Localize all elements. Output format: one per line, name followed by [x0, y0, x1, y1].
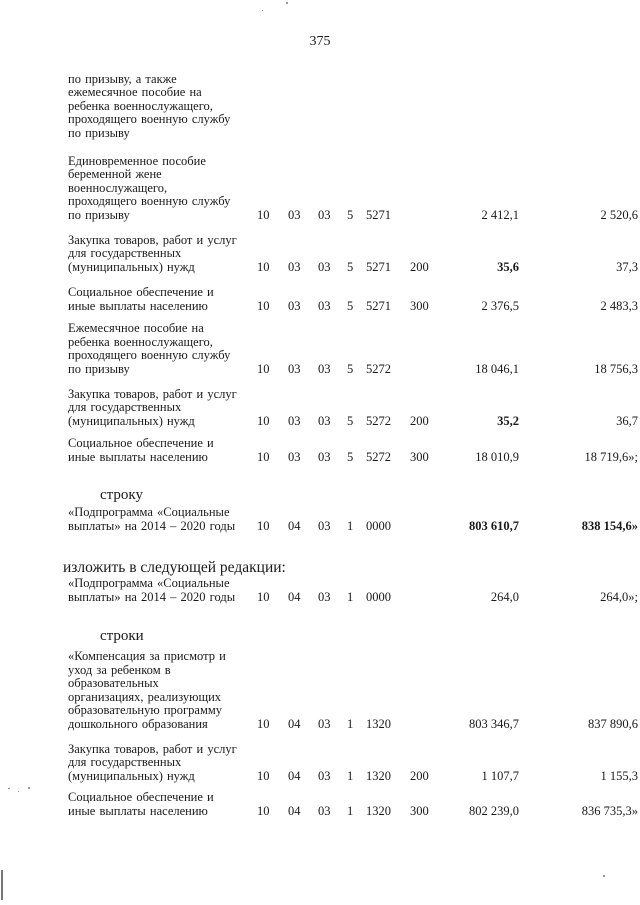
code-program: 03: [318, 803, 331, 818]
code-expense-type: 200: [410, 413, 429, 428]
amount-year-1: 35,6: [497, 259, 519, 274]
code-program: 03: [318, 413, 331, 428]
code-program: 03: [318, 361, 331, 376]
code-section: 10: [257, 768, 270, 783]
row-description: по призыву, а также ежемесячное пособие на ребенка военнослужащего, проходящего военную службу по призыву: [68, 71, 231, 140]
scan-speck: [8, 788, 10, 789]
code-subsection: 03: [288, 207, 301, 222]
scan-speck: [286, 2, 288, 4]
amount-year-1: 1 107,7: [481, 768, 519, 783]
amount-year-2: 18 719,6»;: [584, 449, 638, 464]
amount-year-1: 2 412,1: [481, 207, 519, 222]
code-direction: 5271: [366, 259, 391, 274]
code-section: 10: [257, 449, 270, 464]
table-row: [0, 152, 640, 222]
amount-year-1: 2 376,5: [481, 298, 519, 313]
amount-year-2: 264,0»;: [600, 589, 638, 604]
code-subsection: 03: [288, 259, 301, 274]
amount-year-2: 836 735,3»: [581, 803, 638, 818]
code-section: 10: [257, 716, 270, 731]
code-expense-type: 300: [410, 449, 429, 464]
code-program: 03: [318, 207, 331, 222]
code-direction: 5271: [366, 298, 391, 313]
code-direction: 5271: [366, 207, 391, 222]
code-expense-type: 200: [410, 768, 429, 783]
code-direction: 0000: [366, 518, 391, 533]
amount-year-2: 37,3: [616, 259, 638, 274]
page-number: 375: [309, 34, 331, 49]
code-section: 10: [257, 207, 270, 222]
code-subsection: 04: [288, 589, 301, 604]
amount-year-2: 837 890,6: [588, 716, 638, 731]
amount-year-1: 18 010,9: [475, 449, 519, 464]
code-subprogram: 1: [347, 589, 354, 604]
row-description: Социальное обеспечение и иные выплаты населению: [68, 285, 214, 313]
code-direction: 5272: [366, 361, 391, 376]
amount-year-1: 18 046,1: [475, 361, 519, 376]
code-subprogram: 5: [347, 298, 354, 313]
code-subprogram: 1: [347, 716, 354, 731]
code-subsection: 03: [288, 449, 301, 464]
code-section: 10: [257, 361, 270, 376]
table-row: [0, 741, 640, 783]
scan-speck: [1, 870, 3, 900]
scan-speck: [28, 787, 30, 789]
table-row: [0, 320, 640, 376]
code-direction: 1320: [366, 716, 391, 731]
amount-year-1: 802 239,0: [469, 803, 519, 818]
amount-year-1: 35,2: [497, 413, 519, 428]
scan-speck: [18, 791, 19, 792]
code-subprogram: 5: [347, 361, 354, 376]
table-row: [0, 285, 640, 313]
code-program: 03: [318, 768, 331, 783]
row-description: Социальное обеспечение и иные выплаты населению: [68, 790, 214, 818]
amount-year-1: 264,0: [490, 589, 519, 604]
code-program: 03: [318, 449, 331, 464]
code-program: 03: [318, 518, 331, 533]
code-subsection: 04: [288, 768, 301, 783]
section-heading-stroki: строки: [100, 628, 144, 644]
row-description: Закупка товаров, работ и услуг для государственных (муниципальных) нужд: [68, 741, 237, 783]
code-subprogram: 5: [347, 449, 354, 464]
table-row: [0, 790, 640, 818]
row-description: Ежемесячное пособие на ребенка военнослужащего, проходящего военную службу по призыву: [68, 321, 231, 376]
row-description: «Компенсация за присмотр и уход за ребенком в образовательных организациях, реализующих образовательную программу дошкольного образования: [68, 649, 226, 731]
table-row: [0, 70, 640, 140]
code-section: 10: [257, 259, 270, 274]
amount-year-2: 36,7: [616, 413, 638, 428]
code-direction: 0000: [366, 589, 391, 604]
code-section: 10: [257, 413, 270, 428]
code-subsection: 03: [288, 298, 301, 313]
code-subprogram: 5: [347, 207, 354, 222]
code-subsection: 03: [288, 361, 301, 376]
table-row: [0, 576, 640, 604]
row-description: Закупка товаров, работ и услуг для государственных (муниципальных) нужд: [68, 386, 237, 428]
code-subsection: 04: [288, 518, 301, 533]
code-program: 03: [318, 298, 331, 313]
code-direction: 5272: [366, 449, 391, 464]
table-row: [0, 505, 640, 533]
code-subprogram: 5: [347, 259, 354, 274]
amount-year-2: 18 756,3: [594, 361, 638, 376]
code-direction: 1320: [366, 803, 391, 818]
code-section: 10: [257, 589, 270, 604]
section-heading-izlozhit: изложить в следующей редакции:: [63, 559, 286, 576]
code-direction: 5272: [366, 413, 391, 428]
code-subprogram: 5: [347, 413, 354, 428]
table-row: [0, 232, 640, 274]
code-subsection: 03: [288, 413, 301, 428]
table-row: [0, 647, 640, 731]
code-subprogram: 1: [347, 803, 354, 818]
code-section: 10: [257, 298, 270, 313]
row-description: Социальное обеспечение и иные выплаты населению: [68, 436, 214, 464]
code-section: 10: [257, 518, 270, 533]
code-expense-type: 300: [410, 298, 429, 313]
code-program: 03: [318, 259, 331, 274]
amount-year-2: 1 155,3: [600, 768, 638, 783]
code-subsection: 04: [288, 803, 301, 818]
code-direction: 1320: [366, 768, 391, 783]
row-description: Закупка товаров, работ и услуг для государственных (муниципальных) нужд: [68, 232, 237, 274]
amount-year-2: 2 520,6: [600, 207, 638, 222]
code-subprogram: 1: [347, 768, 354, 783]
code-expense-type: 300: [410, 803, 429, 818]
code-program: 03: [318, 589, 331, 604]
code-section: 10: [257, 803, 270, 818]
code-expense-type: 200: [410, 259, 429, 274]
scan-speck: [603, 875, 605, 877]
amount-year-2: 2 483,3: [600, 298, 638, 313]
amount-year-1: 803 610,7: [469, 518, 519, 533]
code-subprogram: 1: [347, 518, 354, 533]
table-row: [0, 386, 640, 428]
code-program: 03: [318, 716, 331, 731]
amount-year-2: 838 154,6»: [581, 518, 638, 533]
scan-speck: [262, 10, 263, 11]
row-description: «Подпрограмма «Социальные выплаты» на 2014 – 2020 годы: [68, 576, 236, 604]
table-row: [0, 436, 640, 464]
code-subsection: 04: [288, 716, 301, 731]
amount-year-1: 803 346,7: [469, 716, 519, 731]
section-heading-stroku: строку: [100, 487, 143, 503]
row-description: «Подпрограмма «Социальные выплаты» на 2014 – 2020 годы: [68, 505, 236, 533]
row-description: Единовременное пособие беременной жене военнослужащего, проходящего военную службу по призыву: [68, 153, 231, 222]
